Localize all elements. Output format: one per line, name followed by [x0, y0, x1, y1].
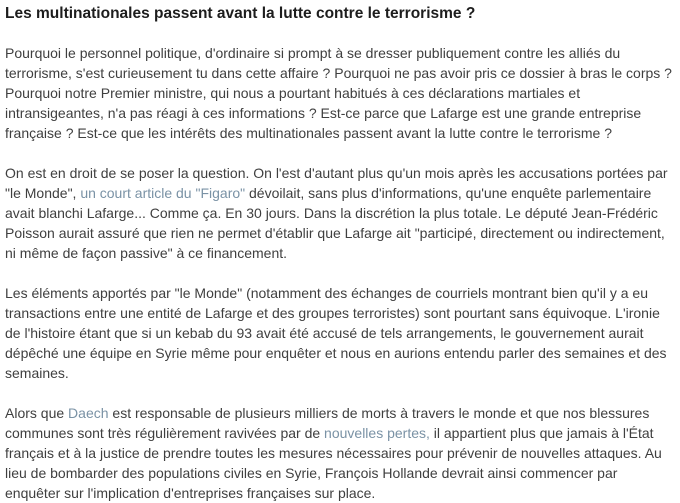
text-run: il appartient plus que jamais à l'État français et à la justice de prendre toutes les mesures nécessaires pour prévenir de nouvelles attaques. Au lieu de bombarder des populations civiles en Syrie, François Hollande devrait ainsi commencer par enquêter sur l'implication d'entreprises françaises sur place.	[5, 425, 662, 502]
paragraph	[5, 163, 672, 263]
text-run: Alors que	[5, 405, 69, 422]
article-title: Les multinationales passent avant la lutte contre le terrorisme ?	[5, 5, 476, 22]
inline-link[interactable]: Daech	[68, 405, 109, 422]
article-body	[5, 43, 672, 503]
inline-link[interactable]: un court article du "Figaro"	[80, 185, 246, 202]
paragraph	[5, 283, 672, 383]
paragraph	[5, 43, 672, 143]
text-run: Pourquoi le personnel politique, d'ordinaire si prompt à se dresser publiquement contre les alliés du terrorisme, s'est curieusement tu dans cette affaire ? Pourquoi ne pas avoir pris ce dossier à bras le corps ? Pourquoi notre Premier ministre, qui nous a pourtant habitués à ces déclarations martiales et intransigeantes, n'a pas réagi à ces informations ? Est-ce parce que Lafarge est une grande entreprise française ? Est-ce que les intérêts des multinationales passent avant la lutte contre le terrorisme ?	[5, 45, 672, 142]
paragraph	[5, 403, 672, 503]
text-run: dévoilait, sans plus d'informations, qu'une enquête parlementaire avait blanchi Lafarge... Comme ça. En 30 jours. Dans la discrétion la plus totale. Le député Jean-Frédéric Poisson aurait assuré que rien ne permet d'établir que Lafarge ait "participé, directement ou indirectement, ni même de façon passive" à ce financement.	[5, 185, 665, 262]
text-run: On est en droit de se poser la question. On l'est d'autant plus qu'un mois après les accusations portées par "le Monde",	[5, 165, 668, 202]
text-run: est responsable de plusieurs milliers de morts à travers le monde et que nos blessures communes sont très régulièrement ravivées par de	[5, 405, 650, 442]
inline-link[interactable]: nouvelles pertes,	[324, 425, 430, 442]
text-run: Les éléments apportés par "le Monde" (notamment des échanges de courriels montrant bien qu'il y a eu transactions entre une entité de Lafarge et des groupes terroristes) sont pourtant sans équivoque. L'ironie de l'histoire étant que si un kebab du 93 avait été accusé de tels arrangements, le gouvernement aurait dépêché une équipe en Syrie même pour enquêter et nous en aurions entendu parler des semaines et des semaines.	[5, 285, 667, 382]
